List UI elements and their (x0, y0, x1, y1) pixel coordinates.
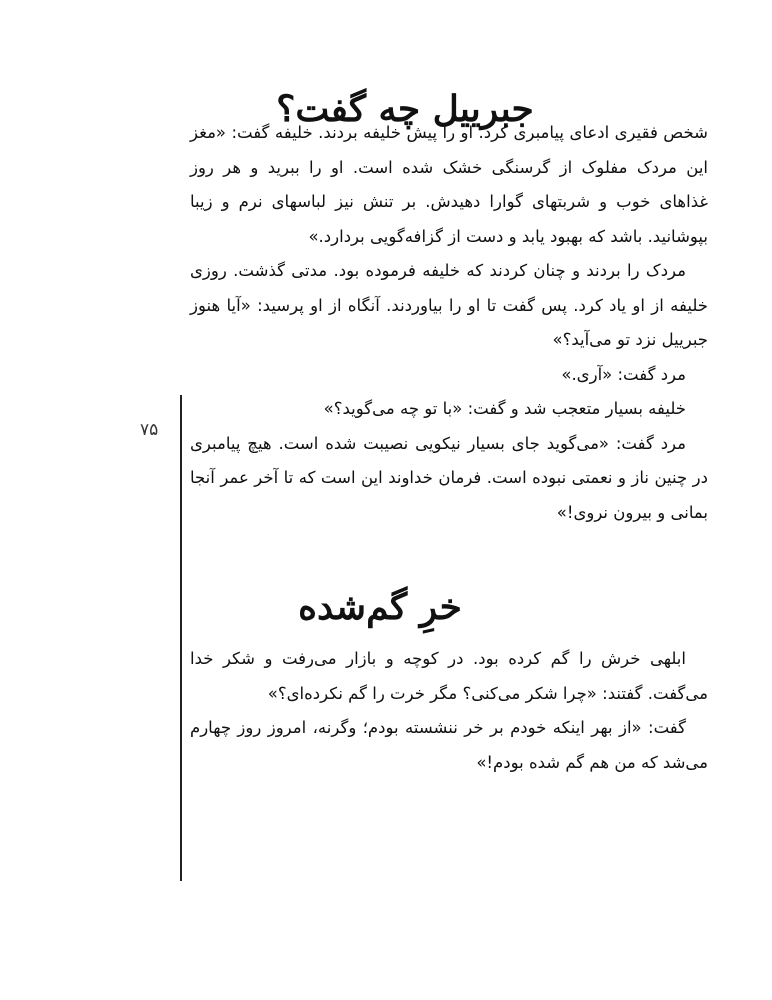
paragraph: گفت: «از بهر اینکه خودم بر خر ننشسته بودم؛ وگرنه، امروز روز چهارم می‌شد که من هم گم شده بودم!» (190, 718, 708, 772)
paragraph: ابلهی خرش را گم کرده بود. در کوچه و بازار می‌رفت و شکر خدا می‌گفت. گفتند: «چرا شکر می‌کنی؟ مگر خرت را گم نکرده‌ای؟» (190, 649, 708, 703)
paragraph: شخص فقیری ادعای پیامبری کرد. او را پیش خلیفه بردند. خلیفه گفت: «مغز این مردک مفلوک از گرسنگی خشک شده است. او را ببرید و هر روز غذاهای خوب و شربتهای گوارا دهیدش. بر تنش نیز لباسهای نرم و زیبا بپوشانید. باشد که بهبود یابد و دست از گزافه‌گویی بردارد.» (190, 123, 708, 246)
margin-rule (180, 395, 182, 881)
paragraph: مرد گفت: «آری.» (561, 364, 686, 384)
paragraph: خلیفه بسیار متعجب شد و گفت: «با تو چه می‌گوید؟» (323, 399, 686, 418)
story-title-lost-donkey: خرِ گم‌شده (298, 586, 462, 629)
story-body-gabriel (190, 116, 708, 530)
story-body-lost-donkey (190, 642, 708, 780)
paragraph: مرد گفت: «می‌گوید جای بسیار نیکویی نصیبت شده است. هیچ پیامبری در چنین ناز و نعمتی نبوده است. فرمان خداوند این است که تا آخر عمر آنجا بمانی و بیرون نروی!» (190, 433, 708, 522)
paragraph: مردک را بردند و چنان کردند که خلیفه فرموده بود. مدتی گذشت. روزی خلیفه از او یاد کرد. پس گفت تا او را بیاوردند. آنگاه از او پرسید: «آیا هنوز جبرییل نزد تو می‌آید؟» (190, 261, 708, 349)
page-number: ۷۵ (140, 420, 159, 440)
story-title-gabriel: جبرییل چه گفت؟ (276, 88, 534, 131)
